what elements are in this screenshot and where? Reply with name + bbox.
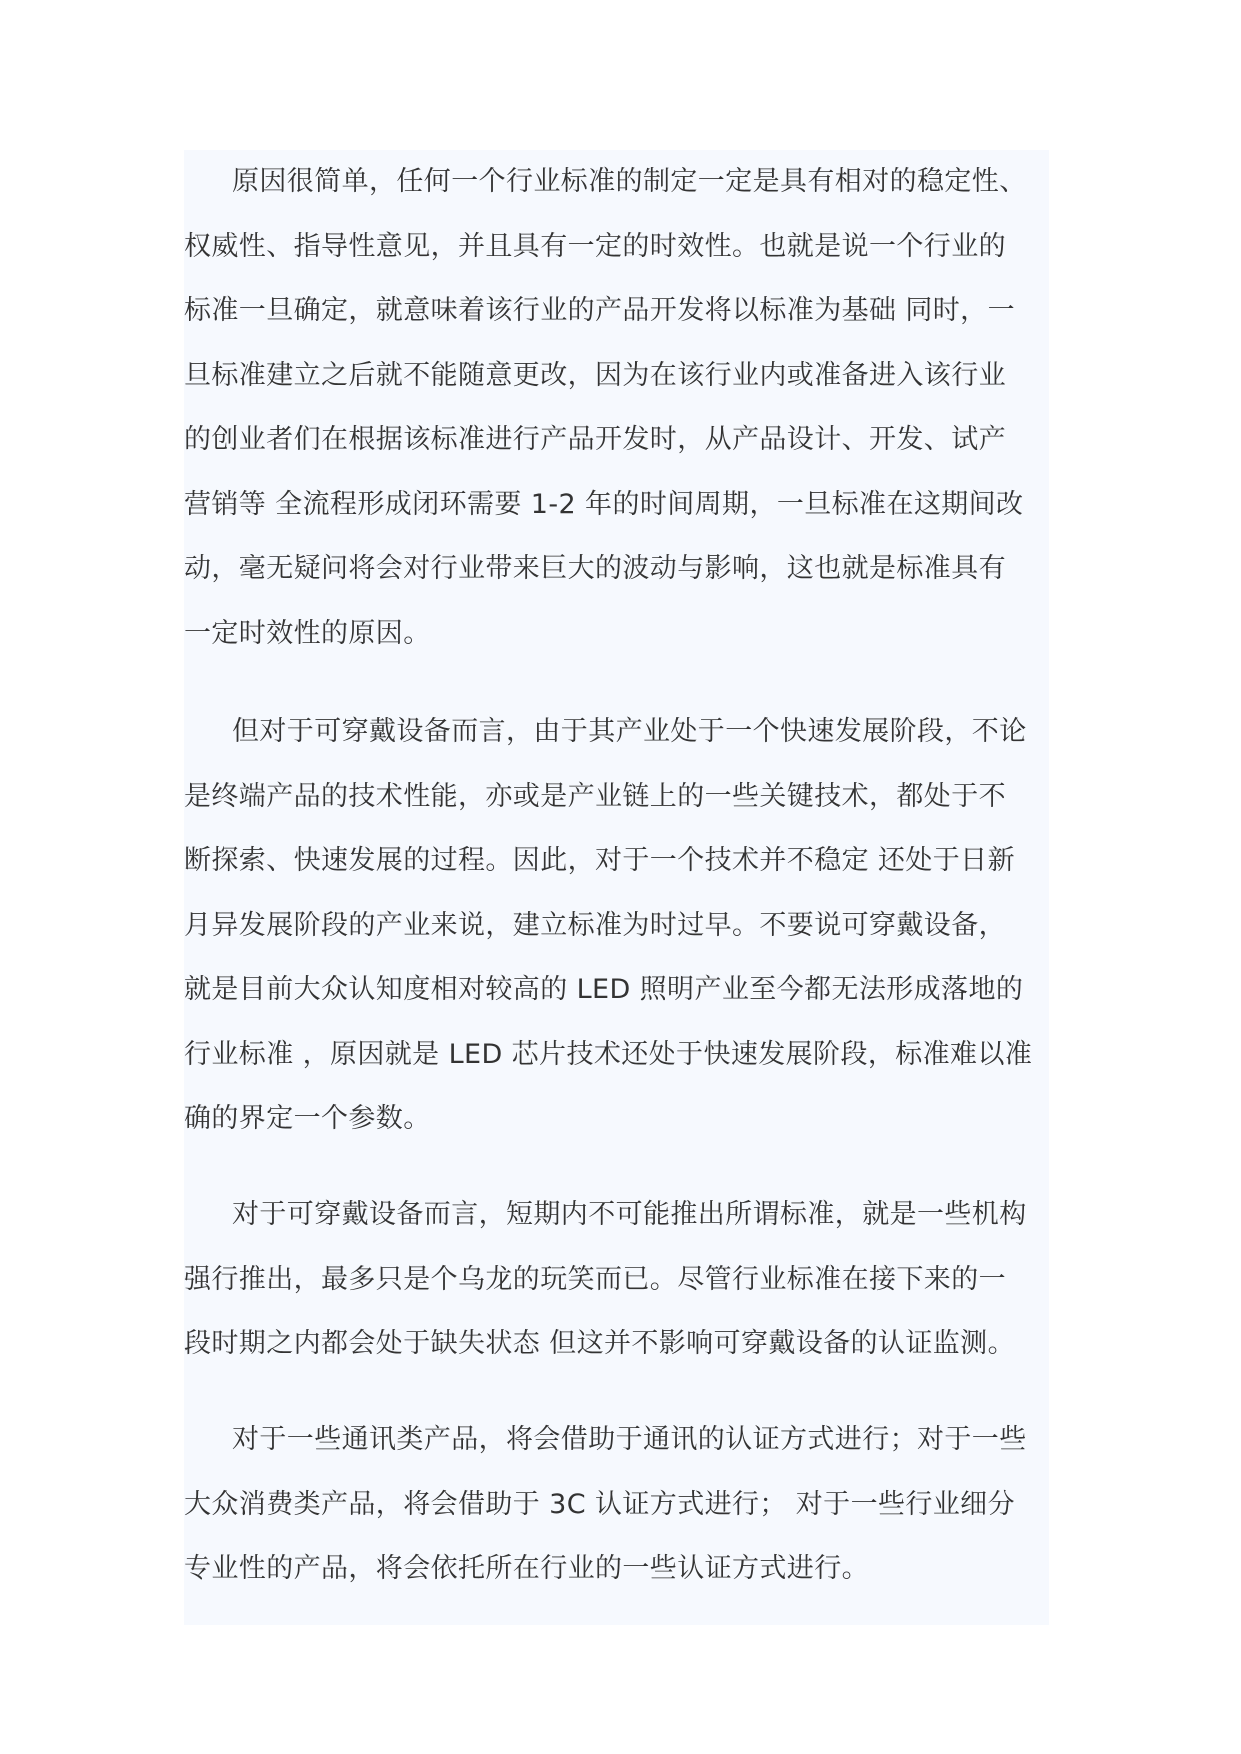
text-line: 标准一旦确定，就意味着该行业的产品开发将以标准为基础 同时，一 [184,295,1015,326]
text-line: 旦标准建立之后就不能随意更改，因为在该行业内或准备进入该行业 [184,359,1006,391]
text-line: 专业性的产品，将会依托所在行业的一些认证方式进行。 [184,1553,869,1584]
text-line: 权威性、指导性意见，并且具有一定的时效性。也就是说一个行业的 [184,230,1006,262]
document-body [184,150,1049,1625]
text-line: 月异发展阶段的产业来说，建立标准为时过早。不要说可穿戴设备， [184,909,1006,941]
paragraph-4 [184,1408,1084,1602]
text-line: 大众消费类产品，将会借助于 3C 认证方式进行； 对于一些行业细分 [184,1488,1015,1520]
text-line: 对于可穿戴设备而言，短期内不可能推出所谓标准，就是一些机构 [232,1199,1027,1230]
text-line: 营销等 全流程形成闭环需要 1-2 年的时间周期，一旦标准在这期间改 [184,488,1024,520]
text-line: 确的界定一个参数。 [184,1103,431,1134]
paragraph-1 [184,150,1084,666]
text-line: 行业标准 ，原因就是 LED 芯片技术还处于快速发展阶段，标准难以准 [184,1038,1033,1070]
text-line: 强行推出，最多只是个乌龙的玩笑而已。尽管行业标准在接下来的一 [184,1263,1006,1295]
text-line: 就是目前大众认知度相对较高的 LED 照明产业至今都无法形成落地的 [184,974,1024,1005]
text-line: 断探索、快速发展的过程。因此，对于一个技术并不稳定 还处于日新 [184,845,1015,876]
text-line: 但对于可穿戴设备而言，由于其产业处于一个快速发展阶段，不论 [232,716,1027,747]
text-line: 一定时效性的原因。 [184,617,431,649]
text-line: 对于一些通讯类产品，将会借助于通讯的认证方式进行；对于一些 [232,1424,1027,1455]
text-line: 原因很简单，任何一个行业标准的制定一定是具有相对的稳定性、 [232,166,1027,197]
text-line: 段时期之内都会处于缺失状态 但这并不影响可穿戴设备的认证监测。 [184,1328,1015,1359]
paragraph-3 [184,1183,1084,1377]
text-line: 的创业者们在根据该标准进行产品开发时，从产品设计、开发、试产 [184,424,1006,455]
text-line: 是终端产品的技术性能，亦或是产业链上的一些关键技术，都处于不 [184,780,1006,812]
text-line: 动，毫无疑问将会对行业带来巨大的波动与影响，这也就是标准具有 [184,553,1006,584]
paragraph-2 [184,700,1084,1152]
